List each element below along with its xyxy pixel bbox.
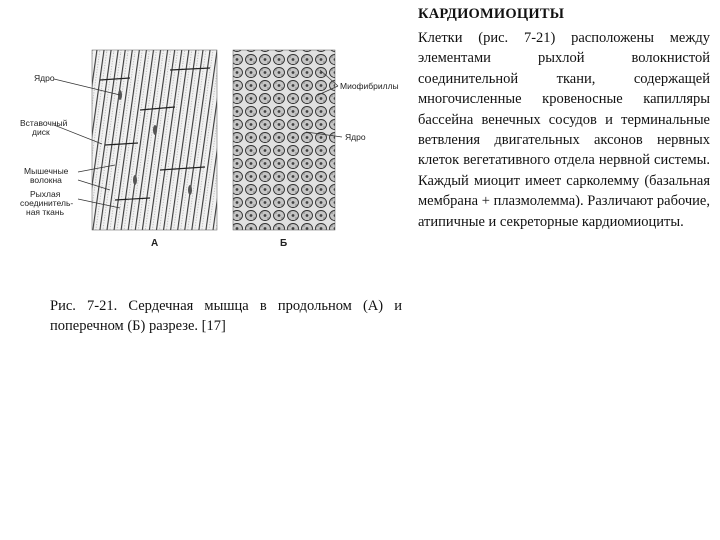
histology-figure: [20, 40, 415, 255]
label-nucleus-right: Ядро: [345, 132, 366, 142]
label-muscle-fibers: Мышечные волокна: [24, 166, 69, 185]
panel-a-image: [92, 50, 217, 230]
micrographs: [20, 40, 415, 255]
label-myofibrils: Миофибриллы: [340, 81, 399, 91]
label-intercalated-disc: Вставочный диск: [20, 118, 68, 137]
body-paragraph: Клетки (рис. 7-21) расположены между элементами рыхлой волокнистой соединительной ткани, содержащей многочисленные кровеносные капилляры бассейна венечных сосудов и терминальные ветвления двигательных аксонов нервных клеток вегетативного отдела нервной системы. Каждый миоцит имеет сарколемму (базальная мембрана + плазмолемма). Различают рабочие, атипичные и секреторные кардиомиоциты.: [418, 30, 710, 230]
label-loose-tissue: Рыхлая соединитель- ная ткань: [20, 189, 74, 217]
panel-letter-b: Б: [280, 238, 288, 249]
panel-b-image: [233, 50, 335, 230]
figure-caption: Рис. 7-21. Сердечная мышца в продольном (А) и поперечном (Б) разрезе. [17]: [50, 298, 402, 334]
label-nucleus-left: Ядро: [34, 73, 55, 83]
panel-letter-a: А: [151, 238, 159, 249]
section-heading: КАРДИОМИОЦИТЫ: [418, 6, 565, 22]
